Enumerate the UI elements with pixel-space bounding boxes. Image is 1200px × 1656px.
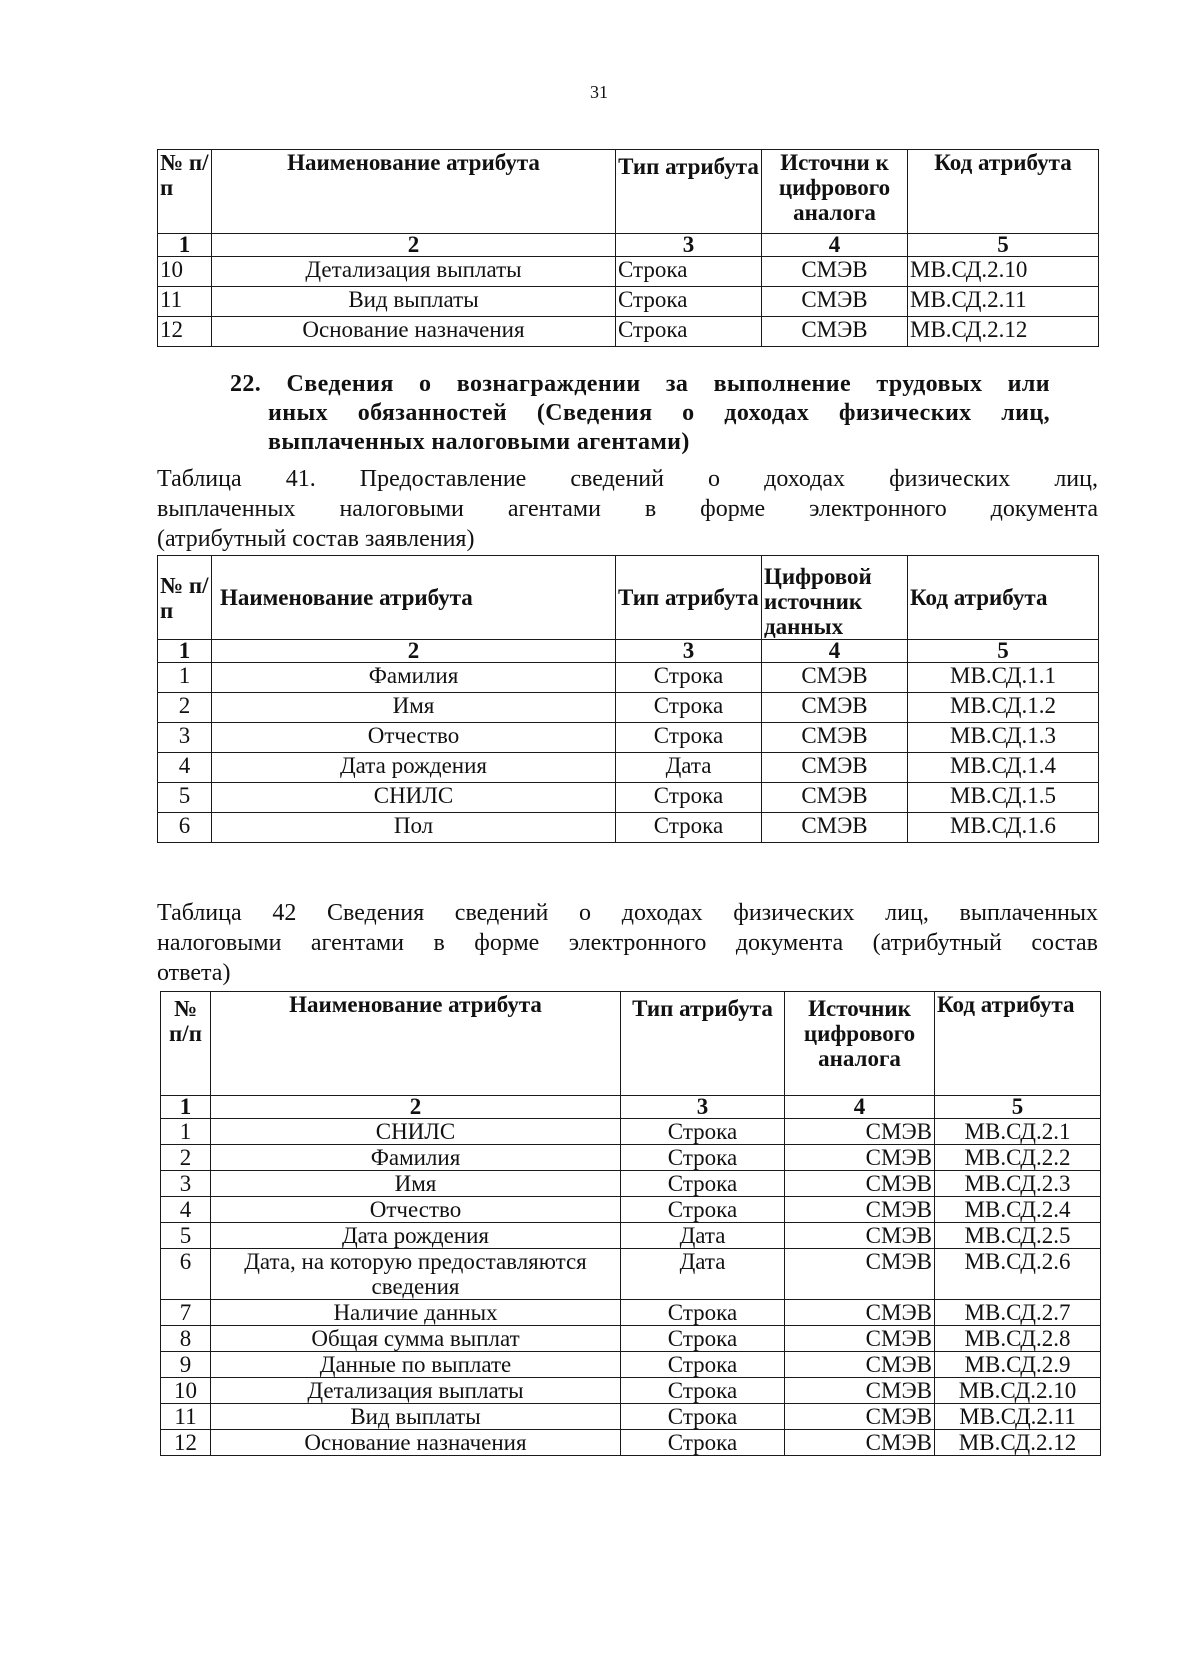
attribute-name: Пол: [212, 813, 616, 843]
caption-line: Таблица 42 Сведения сведений о доходах физических лиц, выплаченных: [157, 900, 1098, 926]
attribute-name: Имя: [211, 1171, 621, 1197]
caption-line: ответа): [157, 960, 231, 986]
column-number-row: [158, 640, 1099, 663]
attribute-type: Строка: [621, 1352, 785, 1378]
attribute-name: Вид выплаты: [211, 1404, 621, 1430]
col-number: 3: [621, 1096, 785, 1119]
attribute-name: Основание назначения: [212, 317, 616, 347]
row-number: 3: [158, 723, 212, 753]
attribute-type: Строка: [621, 1171, 785, 1197]
table-row: [161, 1119, 1101, 1145]
attribute-name: Дата, на которую предоставляются сведения: [211, 1249, 621, 1300]
column-number-row: [161, 1096, 1101, 1119]
table-row: [161, 1197, 1101, 1223]
attribute-name: Основание назначения: [211, 1430, 621, 1456]
attribute-name: Дата рождения: [212, 753, 616, 783]
attribute-name: Детализация выплаты: [211, 1378, 621, 1404]
attribute-name: Дата рождения: [211, 1223, 621, 1249]
attribute-type: Дата: [621, 1223, 785, 1249]
table-row: [161, 1223, 1101, 1249]
table-row: [158, 287, 1099, 317]
header-source: Источни к цифрового аналога: [762, 150, 908, 234]
col-number: 4: [762, 640, 908, 663]
attribute-source: СМЭВ: [785, 1249, 935, 1300]
table-row: [158, 317, 1099, 347]
attribute-table-continued: [157, 149, 1099, 347]
col-number: 5: [935, 1096, 1101, 1119]
attribute-name: Отчество: [212, 723, 616, 753]
table-row: [161, 1300, 1101, 1326]
attribute-name: СНИЛС: [212, 783, 616, 813]
table-header-row: [161, 992, 1101, 1096]
attribute-source: СМЭВ: [785, 1171, 935, 1197]
table-row: [158, 813, 1099, 843]
attribute-name: Общая сумма выплат: [211, 1326, 621, 1352]
col-number: 3: [616, 640, 762, 663]
caption-line: налоговыми агентами в форме электронного документа (атрибутный состав: [157, 930, 1098, 956]
col-number: 1: [158, 640, 212, 663]
attribute-type: Строка: [621, 1404, 785, 1430]
attribute-code: МВ.СД.2.10: [935, 1378, 1101, 1404]
attribute-code: МВ.СД.2.5: [935, 1223, 1101, 1249]
row-number: 12: [161, 1430, 211, 1456]
attribute-code: МВ.СД.2.1: [935, 1119, 1101, 1145]
attribute-code: МВ.СД.1.1: [908, 663, 1099, 693]
attribute-type: Строка: [621, 1197, 785, 1223]
table-row: [161, 1326, 1101, 1352]
header-number: № п/п: [158, 150, 212, 234]
attribute-name: Отчество: [211, 1197, 621, 1223]
attribute-code: МВ.СД.2.9: [935, 1352, 1101, 1378]
header-attribute-code: Код атрибута: [908, 150, 1099, 234]
attribute-code: МВ.СД.1.6: [908, 813, 1099, 843]
attribute-name: Фамилия: [212, 663, 616, 693]
caption-line: выплаченных налоговыми агентами в форме электронного документа: [157, 496, 1098, 522]
table-body: [161, 1119, 1101, 1456]
header-attribute-code: Код атрибута: [908, 556, 1099, 640]
caption-line: Таблица 41. Предоставление сведений о доходах физических лиц,: [157, 466, 1098, 492]
attribute-source: СМЭВ: [785, 1197, 935, 1223]
section-number: 22.: [230, 371, 262, 397]
attribute-type: Дата: [616, 753, 762, 783]
attribute-name: Детализация выплаты: [212, 257, 616, 287]
attribute-source: СМЭВ: [762, 753, 908, 783]
attribute-name: Наличие данных: [211, 1300, 621, 1326]
attribute-name: СНИЛС: [211, 1119, 621, 1145]
col-number: 3: [616, 234, 762, 257]
attribute-code: МВ.СД.2.8: [935, 1326, 1101, 1352]
row-number: 1: [161, 1119, 211, 1145]
table-row: [161, 1378, 1101, 1404]
table-body: [158, 663, 1099, 843]
attribute-type: Строка: [616, 813, 762, 843]
attribute-type: Строка: [621, 1119, 785, 1145]
attribute-code: МВ.СД.1.5: [908, 783, 1099, 813]
header-attribute-name: Наименование атрибута: [211, 992, 621, 1096]
header-attribute-name: Наименование атрибута: [212, 556, 616, 640]
col-number: 4: [762, 234, 908, 257]
table-row: [158, 783, 1099, 813]
attribute-code: МВ.СД.2.12: [935, 1430, 1101, 1456]
table-row: [158, 257, 1099, 287]
attribute-type: Строка: [616, 693, 762, 723]
attribute-source: СМЭВ: [762, 693, 908, 723]
attribute-name: Вид выплаты: [212, 287, 616, 317]
attribute-source: СМЭВ: [762, 663, 908, 693]
attribute-source: СМЭВ: [785, 1378, 935, 1404]
row-number: 6: [161, 1249, 211, 1300]
row-number: 3: [161, 1171, 211, 1197]
row-number: 9: [161, 1352, 211, 1378]
attribute-source: СМЭВ: [762, 287, 908, 317]
attribute-source: СМЭВ: [785, 1352, 935, 1378]
attribute-name: Данные по выплате: [211, 1352, 621, 1378]
section-heading: [230, 370, 1050, 457]
table-42-caption: [157, 898, 1098, 988]
attribute-source: СМЭВ: [762, 783, 908, 813]
table-42: [160, 991, 1101, 1456]
row-number: 11: [158, 287, 212, 317]
attribute-type: Строка: [621, 1300, 785, 1326]
attribute-type: Строка: [621, 1430, 785, 1456]
attribute-type: Строка: [616, 317, 762, 347]
row-number: 10: [161, 1378, 211, 1404]
row-number: 6: [158, 813, 212, 843]
attribute-name: Имя: [212, 693, 616, 723]
attribute-source: СМЭВ: [785, 1119, 935, 1145]
attribute-code: МВ.СД.2.12: [908, 317, 1099, 347]
attribute-code: МВ.СД.2.11: [908, 287, 1099, 317]
table-row: [161, 1171, 1101, 1197]
attribute-code: МВ.СД.1.2: [908, 693, 1099, 723]
caption-line: (атрибутный состав заявления): [157, 526, 475, 552]
attribute-code: МВ.СД.2.11: [935, 1404, 1101, 1430]
table-row: [161, 1249, 1101, 1300]
column-number-row: [158, 234, 1099, 257]
table-row: [161, 1145, 1101, 1171]
row-number: 10: [158, 257, 212, 287]
attribute-source: СМЭВ: [762, 257, 908, 287]
row-number: 5: [161, 1223, 211, 1249]
row-number: 2: [161, 1145, 211, 1171]
header-digital-source: Цифровой источник данных: [762, 556, 908, 640]
row-number: 5: [158, 783, 212, 813]
header-attribute-name: Наименование атрибута: [212, 150, 616, 234]
col-number: 1: [158, 234, 212, 257]
header-number: № п/п: [158, 556, 212, 640]
attribute-source: СМЭВ: [762, 723, 908, 753]
attribute-code: МВ.СД.2.10: [908, 257, 1099, 287]
attribute-type: Строка: [621, 1326, 785, 1352]
table-body: [158, 257, 1099, 347]
header-attribute-type: Тип атрибута: [616, 150, 762, 234]
row-number: 4: [161, 1197, 211, 1223]
row-number: 4: [158, 753, 212, 783]
attribute-type: Дата: [621, 1249, 785, 1300]
header-number: № п/п: [161, 992, 211, 1096]
col-number: 1: [161, 1096, 211, 1119]
header-attribute-type: Тип атрибута: [621, 992, 785, 1096]
attribute-code: МВ.СД.2.6: [935, 1249, 1101, 1300]
attribute-type: Строка: [616, 783, 762, 813]
table-row: [161, 1430, 1101, 1456]
attribute-code: МВ.СД.2.3: [935, 1171, 1101, 1197]
col-number: 5: [908, 640, 1099, 663]
attribute-type: Строка: [621, 1378, 785, 1404]
attribute-source: СМЭВ: [785, 1326, 935, 1352]
table-row: [158, 693, 1099, 723]
row-number: 7: [161, 1300, 211, 1326]
row-number: 11: [161, 1404, 211, 1430]
col-number: 5: [908, 234, 1099, 257]
table-41: [157, 555, 1099, 843]
table-header-row: [158, 150, 1099, 234]
header-source: Источник цифрового аналога: [785, 992, 935, 1096]
attribute-type: Строка: [616, 287, 762, 317]
attribute-source: СМЭВ: [762, 317, 908, 347]
row-number: 2: [158, 693, 212, 723]
page-number: 31: [590, 82, 608, 102]
attribute-type: Строка: [616, 663, 762, 693]
section-title-line: Сведения о вознаграждении за выполнение трудовых или: [286, 371, 1050, 397]
attribute-code: МВ.СД.2.7: [935, 1300, 1101, 1326]
attribute-source: СМЭВ: [785, 1300, 935, 1326]
attribute-type: Строка: [616, 723, 762, 753]
attribute-source: СМЭВ: [785, 1145, 935, 1171]
attribute-source: СМЭВ: [785, 1404, 935, 1430]
section-title-line: иных обязанностей (Сведения о доходах физических лиц,: [268, 400, 1050, 426]
table-row: [161, 1404, 1101, 1430]
table-row: [158, 753, 1099, 783]
attribute-type: Строка: [616, 257, 762, 287]
attribute-code: МВ.СД.2.2: [935, 1145, 1101, 1171]
header-attribute-type: Тип атрибута: [616, 556, 762, 640]
col-number: 2: [212, 234, 616, 257]
table-row: [158, 723, 1099, 753]
attribute-source: СМЭВ: [762, 813, 908, 843]
attribute-code: МВ.СД.1.4: [908, 753, 1099, 783]
attribute-source: СМЭВ: [785, 1430, 935, 1456]
header-attribute-code: Код атрибута: [935, 992, 1101, 1096]
table-header-row: [158, 556, 1099, 640]
attribute-type: Строка: [621, 1145, 785, 1171]
attribute-name: Фамилия: [211, 1145, 621, 1171]
table-41-caption: [157, 464, 1098, 554]
col-number: 2: [211, 1096, 621, 1119]
attribute-code: МВ.СД.2.4: [935, 1197, 1101, 1223]
row-number: 1: [158, 663, 212, 693]
attribute-code: МВ.СД.1.3: [908, 723, 1099, 753]
col-number: 4: [785, 1096, 935, 1119]
attribute-source: СМЭВ: [785, 1223, 935, 1249]
row-number: 8: [161, 1326, 211, 1352]
row-number: 12: [158, 317, 212, 347]
col-number: 2: [212, 640, 616, 663]
table-row: [158, 663, 1099, 693]
section-title-line: выплаченных налоговыми агентами): [268, 429, 690, 455]
table-row: [161, 1352, 1101, 1378]
